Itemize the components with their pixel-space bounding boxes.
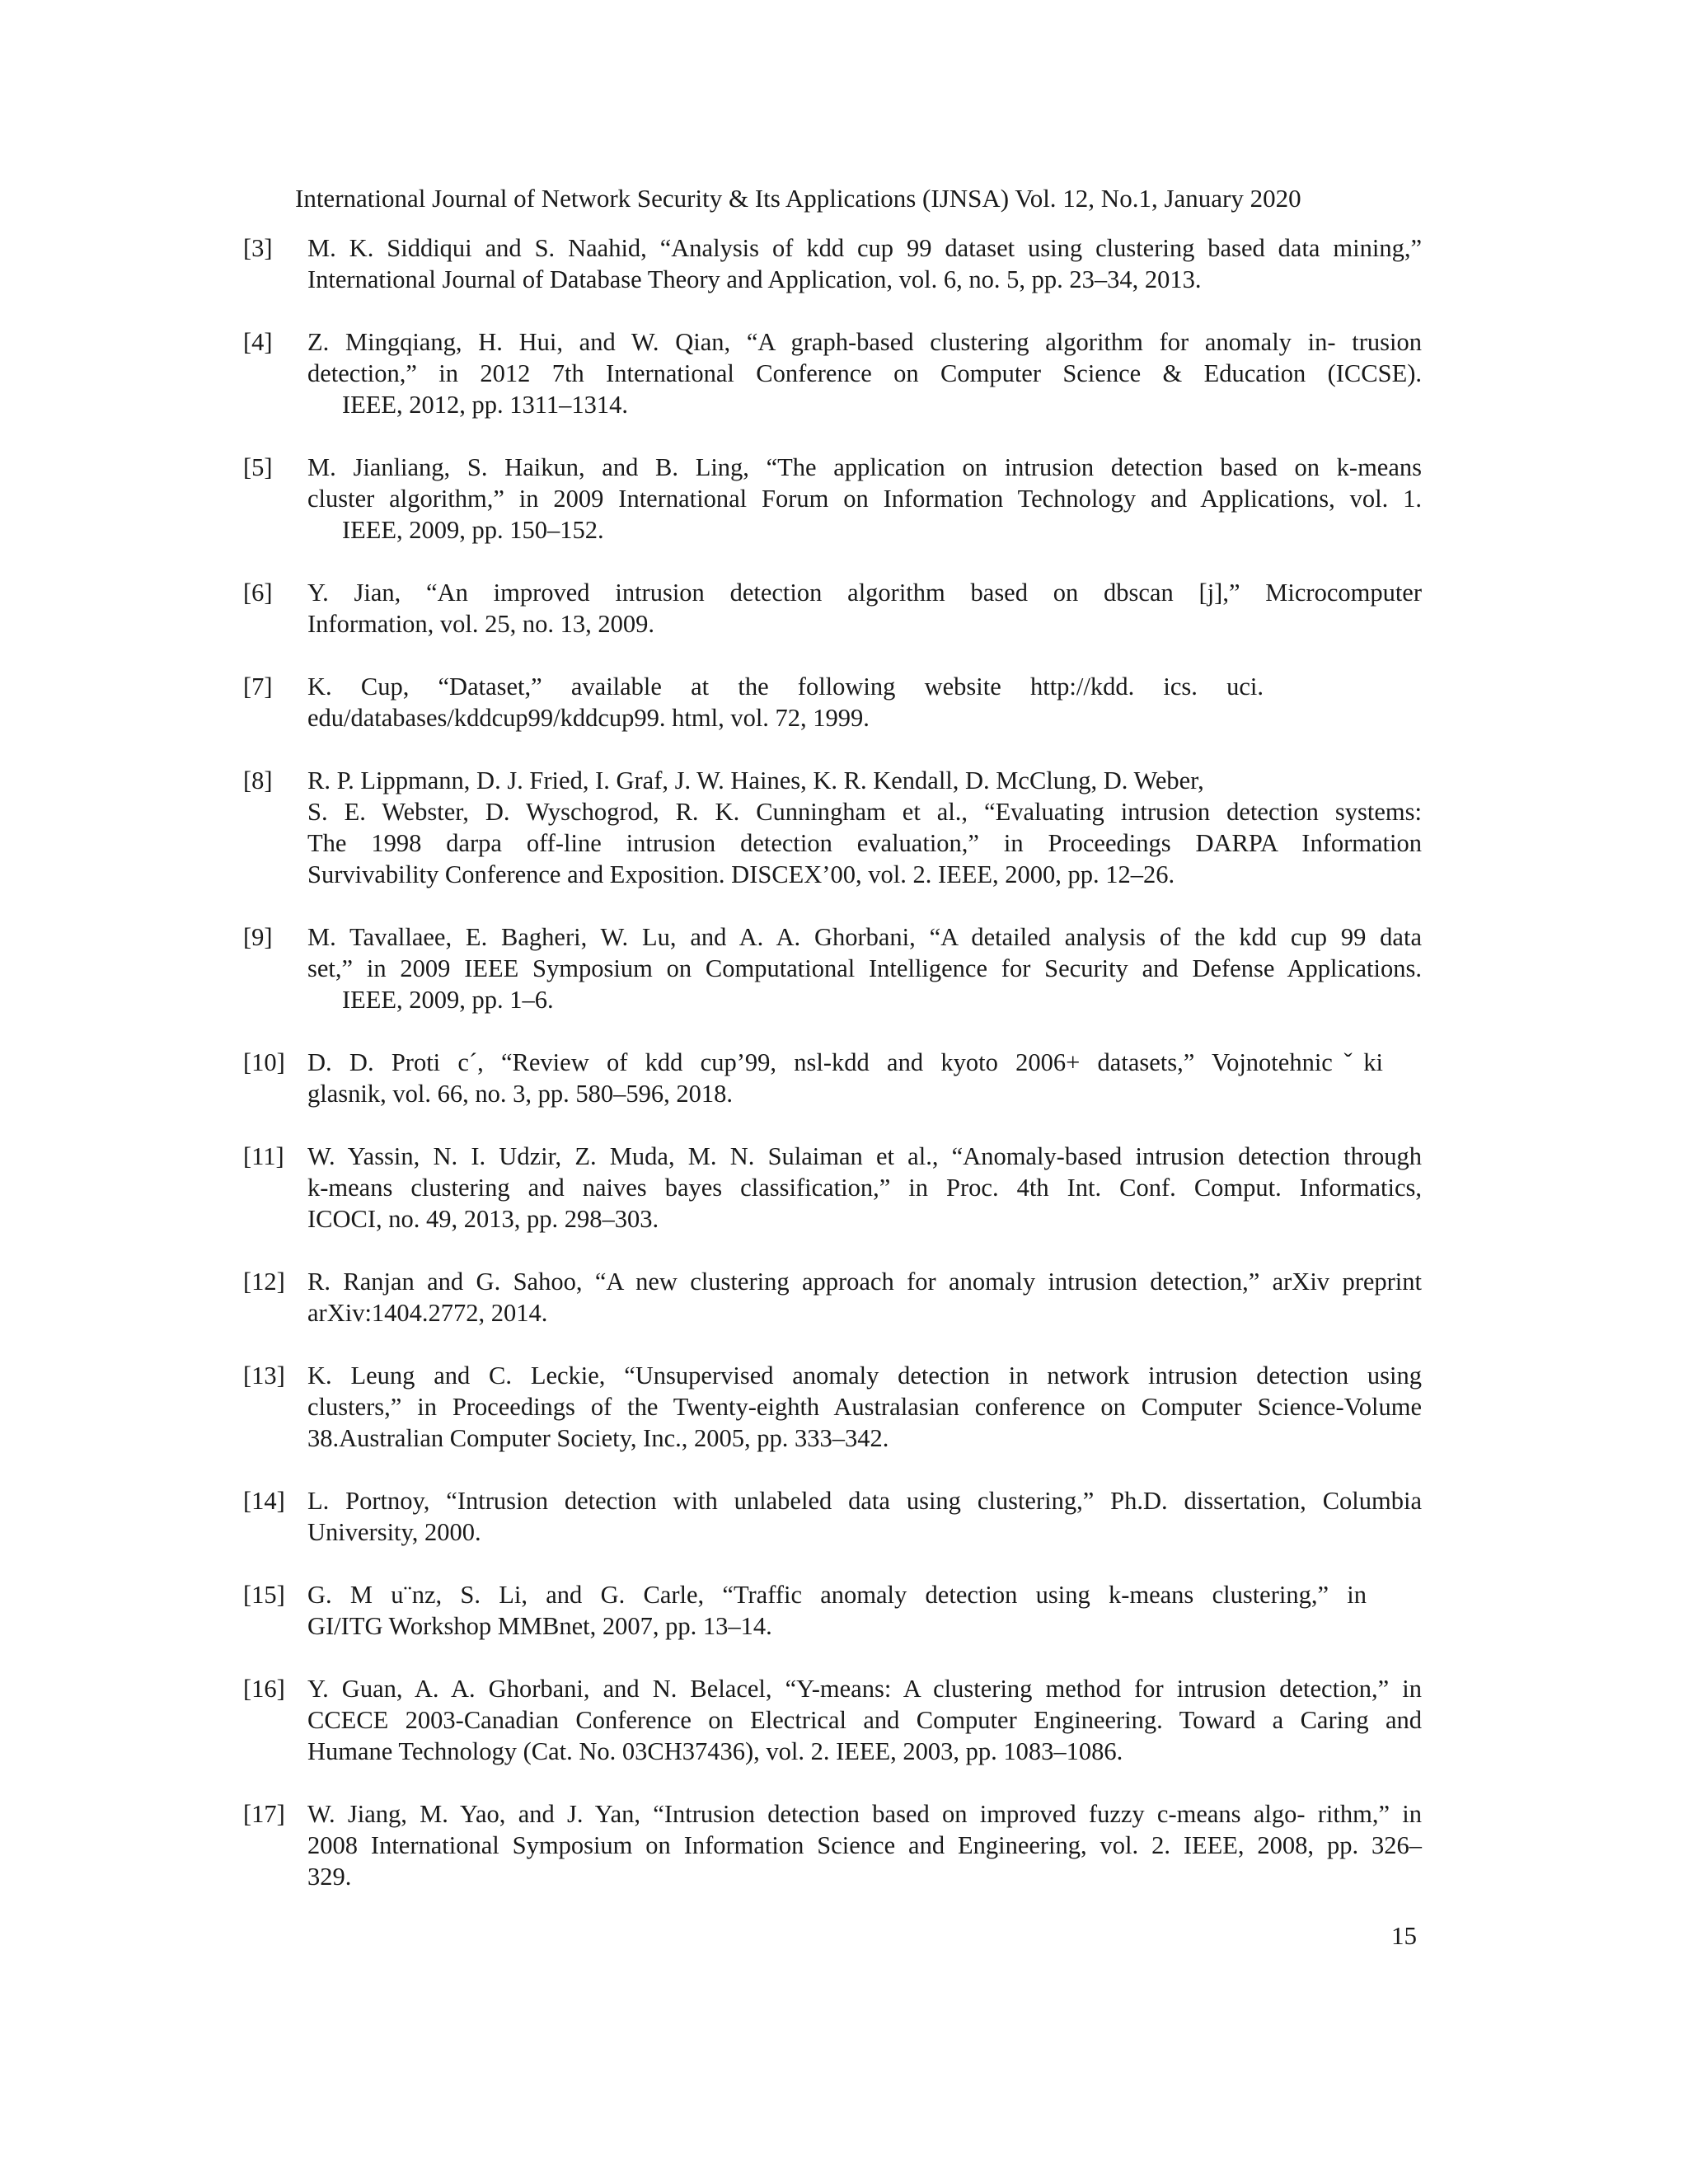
- reference-item: [243, 1798, 1422, 1892]
- reference-line: University, 2000.: [307, 1518, 481, 1546]
- reference-line: The 1998 darpa off-line intrusion detection evaluation,” in Proceedings DARPA Information: [307, 829, 1422, 857]
- reference-line: CCECE 2003-Canadian Conference on Electrical and Computer Engineering. Toward a Caring and: [307, 1706, 1422, 1734]
- reference-item: [243, 452, 1422, 546]
- reference-item: [243, 1360, 1422, 1454]
- reference-line: K. Leung and C. Leckie, “Unsupervised anomaly detection in network intrusion detection using: [307, 1361, 1422, 1390]
- reference-number: [10]: [243, 1048, 285, 1076]
- reference-text: [307, 921, 1422, 1015]
- reference-item: [243, 232, 1422, 295]
- reference-line: Survivability Conference and Exposition. DISCEX’00, vol. 2. IEEE, 2000, pp. 12–26.: [307, 860, 1175, 888]
- reference-number: [5]: [243, 453, 273, 481]
- reference-line: ICOCI, no. 49, 2013, pp. 298–303.: [307, 1205, 659, 1233]
- reference-list: [243, 232, 1422, 1924]
- reference-line: detection,” in 2012 7th International Conference on Computer Science & Education (ICCSE).: [307, 359, 1422, 387]
- reference-line: M. Tavallaee, E. Bagheri, W. Lu, and A. A. Ghorbani, “A detailed analysis of the kdd cup 99 data: [307, 923, 1422, 951]
- reference-text: [307, 1266, 1422, 1329]
- reference-line: k-means clustering and naives bayes classification,” in Proc. 4th Int. Conf. Comput. Informatics,: [307, 1174, 1422, 1202]
- reference-line: Z. Mingqiang, H. Hui, and W. Qian, “A graph-based clustering algorithm for anomaly in- trusion: [307, 328, 1422, 356]
- reference-line: GI/ITG Workshop MMBnet, 2007, pp. 13–14.: [307, 1612, 772, 1640]
- reference-line: 329.: [307, 1863, 352, 1891]
- reference-line: International Journal of Database Theory and Application, vol. 6, no. 5, pp. 23–34, 2013.: [307, 265, 1202, 293]
- reference-item: [243, 1047, 1422, 1109]
- reference-line: W. Yassin, N. I. Udzir, Z. Muda, M. N. Sulaiman et al., “Anomaly-based intrusion detection through: [307, 1142, 1422, 1170]
- reference-line: clusters,” in Proceedings of the Twenty-eighth Australasian conference on Computer Science-Volume: [307, 1393, 1422, 1421]
- reference-text: [307, 765, 1422, 890]
- reference-item: [243, 1266, 1422, 1329]
- reference-text: [307, 326, 1422, 420]
- reference-number: [14]: [243, 1487, 285, 1515]
- reference-line: K. Cup, “Dataset,” available at the following website http://kdd. ics. uci.: [307, 673, 1264, 701]
- reference-line: IEEE, 2009, pp. 1–6.: [342, 986, 554, 1014]
- reference-line: set,” in 2009 IEEE Symposium on Computational Intelligence for Security and Defense Applications.: [307, 954, 1422, 982]
- reference-line: arXiv:1404.2772, 2014.: [307, 1299, 548, 1327]
- reference-text: [307, 1141, 1422, 1235]
- reference-line: M. K. Siddiqui and S. Naahid, “Analysis of kdd cup 99 dataset using clustering based data mining,”: [307, 234, 1422, 262]
- reference-text: [307, 1047, 1422, 1109]
- reference-line: IEEE, 2012, pp. 1311–1314.: [342, 391, 629, 419]
- reference-line: M. Jianliang, S. Haikun, and B. Ling, “The application on intrusion detection based on k-means: [307, 453, 1422, 481]
- reference-line: Y. Guan, A. A. Ghorbani, and N. Belacel, “Y-means: A clustering method for intrusion detection,” in: [307, 1675, 1422, 1703]
- reference-line: glasnik, vol. 66, no. 3, pp. 580–596, 2018.: [307, 1080, 733, 1108]
- reference-line: IEEE, 2009, pp. 150–152.: [342, 516, 604, 544]
- reference-line: cluster algorithm,” in 2009 International Forum on Information Technology and Applications, vol. 1.: [307, 485, 1422, 513]
- reference-line: edu/databases/kddcup99/kddcup99. html, vol. 72, 1999.: [307, 704, 870, 732]
- reference-item: [243, 577, 1422, 640]
- reference-number: [11]: [243, 1142, 284, 1170]
- reference-number: [16]: [243, 1675, 285, 1703]
- reference-line: Y. Jian, “An improved intrusion detection algorithm based on dbscan [j],” Microcomputer: [307, 579, 1422, 607]
- reference-item: [243, 1673, 1422, 1767]
- reference-item: [243, 765, 1422, 890]
- reference-item: [243, 1485, 1422, 1548]
- reference-item: [243, 671, 1422, 733]
- reference-text: [307, 1798, 1422, 1892]
- reference-text: [307, 671, 1422, 733]
- reference-text: [307, 577, 1422, 640]
- reference-text: [307, 1485, 1422, 1548]
- reference-item: [243, 921, 1422, 1015]
- reference-line: Information, vol. 25, no. 13, 2009.: [307, 610, 655, 638]
- reference-number: [4]: [243, 328, 273, 356]
- reference-text: [307, 1579, 1422, 1642]
- reference-number: [12]: [243, 1268, 285, 1296]
- reference-number: [15]: [243, 1581, 285, 1609]
- reference-item: [243, 1141, 1422, 1235]
- reference-number: [9]: [243, 923, 273, 951]
- page-number: 15: [1391, 1921, 1417, 1950]
- reference-number: [13]: [243, 1361, 285, 1390]
- reference-number: [8]: [243, 766, 273, 794]
- reference-text: [307, 452, 1422, 546]
- reference-text: [307, 1360, 1422, 1454]
- reference-text: [307, 232, 1422, 295]
- reference-line: S. E. Webster, D. Wyschogrod, R. K. Cunningham et al., “Evaluating intrusion detection systems:: [307, 798, 1422, 826]
- reference-line: Humane Technology (Cat. No. 03CH37436), vol. 2. IEEE, 2003, pp. 1083–1086.: [307, 1737, 1123, 1765]
- reference-number: [3]: [243, 234, 273, 262]
- reference-line: 38.Australian Computer Society, Inc., 2005, pp. 333–342.: [307, 1424, 889, 1452]
- reference-number: [6]: [243, 579, 273, 607]
- reference-number: [17]: [243, 1800, 285, 1828]
- reference-line: 2008 International Symposium on Information Science and Engineering, vol. 2. IEEE, 2008, pp. 326–: [307, 1831, 1422, 1859]
- reference-line: L. Portnoy, “Intrusion detection with unlabeled data using clustering,” Ph.D. dissertation, Columbia: [307, 1487, 1422, 1515]
- reference-line: R. Ranjan and G. Sahoo, “A new clustering approach for anomaly intrusion detection,” arXiv preprint: [307, 1268, 1422, 1296]
- reference-line: W. Jiang, M. Yao, and J. Yan, “Intrusion detection based on improved fuzzy c-means algo- rithm,” in: [307, 1800, 1422, 1828]
- reference-text: [307, 1673, 1422, 1767]
- reference-line: G. M u¨nz, S. Li, and G. Carle, “Traffic anomaly detection using k-means clustering,” in: [307, 1581, 1367, 1609]
- running-header: International Journal of Network Security & Its Applications (IJNSA) Vol. 12, No.1, January 2020: [295, 184, 1301, 213]
- reference-number: [7]: [243, 673, 273, 701]
- reference-line: D. D. Proti c´, “Review of kdd cup’99, nsl-kdd and kyoto 2006+ datasets,” Vojnotehnicˇki: [307, 1048, 1383, 1076]
- reference-line: R. P. Lippmann, D. J. Fried, I. Graf, J. W. Haines, K. R. Kendall, D. McClung, D. Weber,: [307, 766, 1204, 794]
- reference-item: [243, 326, 1422, 420]
- reference-item: [243, 1579, 1422, 1642]
